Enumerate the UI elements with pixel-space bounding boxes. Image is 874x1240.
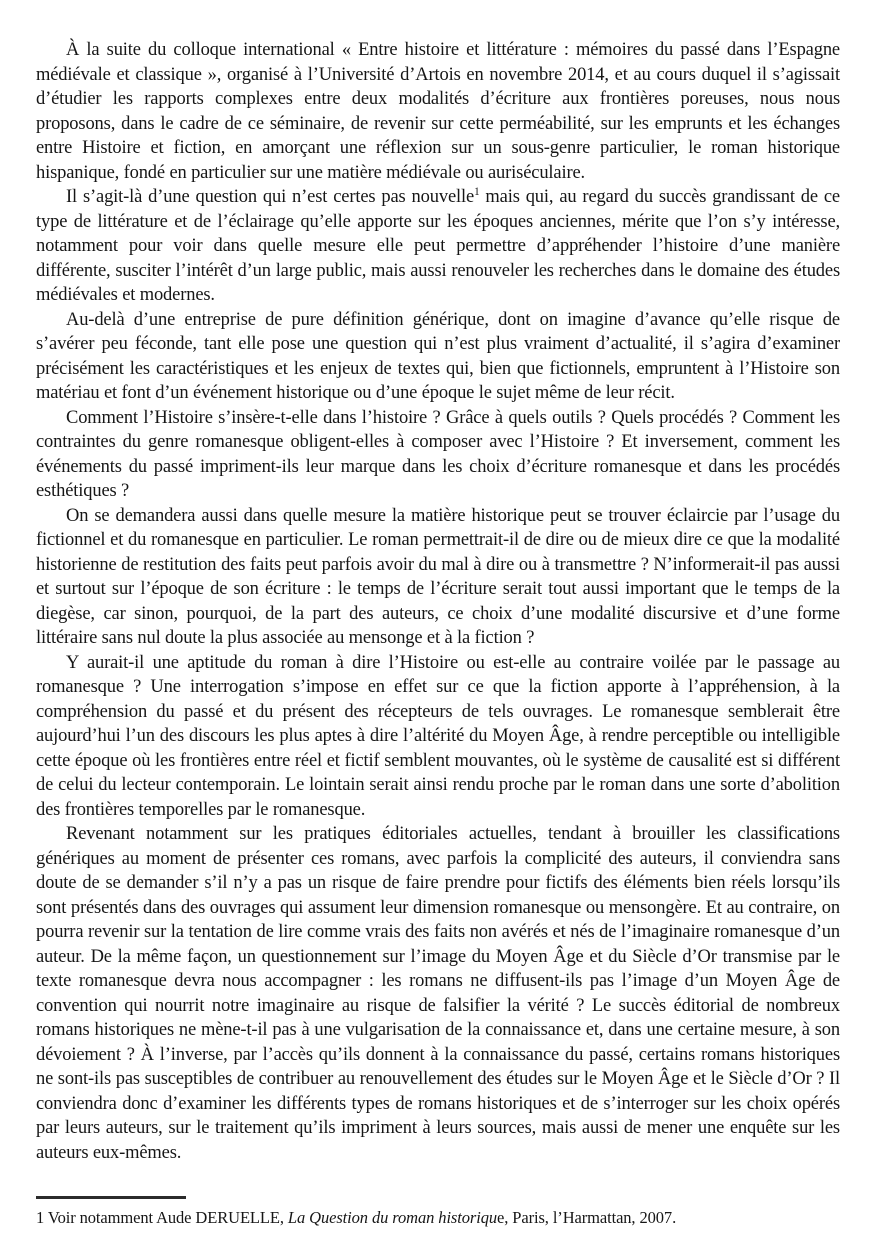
paragraph: On se demandera aussi dans quelle mesure la matière historique peut se trouver éclaircie par l’usage du fictionnel et du romanesque en particulier. Le roman permettrait-il de dire ou de mieux dire ce que la modalité historienne de restitution des faits peut parfois avoir du mal à dire ou à transmettre ? N’informerait-il pas aussi et surtout sur l’époque de son écriture : le temps de l’écriture serait tout aussi important que le temps de la diegèse, car sinon, pourquoi, de la part des auteurs, ce choix d’une modalité discursive et d’une forme littéraire sans nul doute la plus associée au mensonge et à la fiction ?: [36, 505, 840, 648]
footnote-block: [36, 1196, 840, 1228]
text-body: [36, 38, 840, 1165]
paragraph: Revenant notamment sur les pratiques éditoriales actuelles, tendant à brouiller les classifications génériques au moment de présenter ces romans, avec parfois la complicité des auteurs, il conviendra sans doute de se demander s’il n’y a pas un risque de faire prendre pour fictifs des éléments bien réels lorsqu’ils sont présentés dans des ouvrages qui assument leur dimension romanesque ou mensongère. Et au contraire, on pourra revenir sur la tentation de lire comme vrais des faits non avérés et nés de l’imaginaire romanesque d’un auteur. De la même façon, un questionnement sur l’image du Moyen Âge et du Siècle d’Or transmise par le texte romanesque devra nous accompagner : les romans ne diffusent-ils pas l’image d’un Moyen Âge de convention qui nourrit notre imaginaire au risque de falsifier la vérité ? Le succès éditorial de nombreux romans historiques ne mène-t-il pas à une vulgarisation de la connaissance et, dans une certaine mesure, à son dévoiement ? À l’inverse, par l’accès qu’ils donnent à la connaissance du passé, certains romans historiques ne sont-ils pas susceptibles de contribuer au renouvellement des études sur le Moyen Âge et le Siècle d’Or ? Il conviendra donc d’examiner les différents types de romans historiques et de s’interroger sur les choix opérés par leurs auteurs, sur le traitement qu’ils impriment à leurs sources, mais aussi de mener une enquête sur les auteurs eux-mêmes.: [36, 824, 840, 1163]
footnote-text: 1 Voir notamment Aude DERUELLE, La Question du roman historique, Paris, l’Harmattan, 2007.: [36, 1208, 677, 1227]
italic-title: La Question du roman historiqu: [287, 1208, 497, 1227]
paragraph: À la suite du colloque international « Entre histoire et littérature : mémoires du passé dans l’Espagne médiévale et classique », organisé à l’Université d’Artois en novembre 2014, et au cours duquel il s’agissait d’étudier les rapports complexes entre deux modalités d’écriture aux frontières poreuses, nous nous proposons, dans le cadre de ce séminaire, de revenir sur cette perméabilité, sur les emprunts et les échanges entre Histoire et fiction, en amorçant une réflexion sur un sous-genre particulier, le roman historique hispanique, fondé en particulier sur une matière médiévale ou auriséculaire.: [36, 40, 840, 183]
footnote-reference: 1: [474, 185, 480, 198]
paragraph: Y aurait-il une aptitude du roman à dire l’Histoire ou est-elle au contraire voilée par le passage au romanesque ? Une interrogation s’impose en effet sur ce que la fiction apporte à l’appréhension, à la compréhension du passé et du présent des récepteurs de tels ouvrages. Le romanesque semblerait être aujourd’hui l’un des discours les plus aptes à dire l’altérité du Moyen Âge, à rendre perceptible ou intelligible cette époque où les frontières entre réel et fictif semblent mouvantes, où le système de causalité est si différent de celui du lecteur contemporain. Le lointain serait ainsi rendu proche par le roman dans une sorte d’abolition des frontières temporelles par le romanesque.: [36, 652, 840, 820]
paragraph: Il s’agit-là d’une question qui n’est certes pas nouvelle$^1$ mais qui, au regard du succès grandissant de ce type de littérature et de l’éclairage qu’elle apporte sur les époques anciennes, mérite que l’on s’y intéresse, notamment pour voir dans quelle mesure elle peut permettre d’appréhender l’histoire d’une manière différente, susciter l’intérêt d’un large public, mais aussi renouveler les recherches dans le domaine des études médiévales et modernes.: [36, 185, 840, 305]
paragraph: Comment l’Histoire s’insère-t-elle dans l’histoire ? Grâce à quels outils ? Quels procédés ? Comment les contraintes du genre romanesque obligent-elles à composer avec l’Histoire ? Et inversement, comment les événements du passé impriment-ils leur marque dans les choix d’écriture romanesque et dans les procédés esthétiques ?: [36, 407, 840, 501]
footnote-separator: [36, 1196, 186, 1199]
paragraph: Au-delà d’une entreprise de pure définition générique, dont on imagine d’avance qu’elle risque de s’avérer peu féconde, tant elle pose une question qui n’est plus vraiment d’actualité, il s’agira d’examiner précisément les caractéristiques et les enjeux de textes qui, bien que fictionnels, empruntent à l’Histoire son matériau et font d’un événement historique ou d’une époque le sujet même de leur récit.: [36, 309, 840, 403]
